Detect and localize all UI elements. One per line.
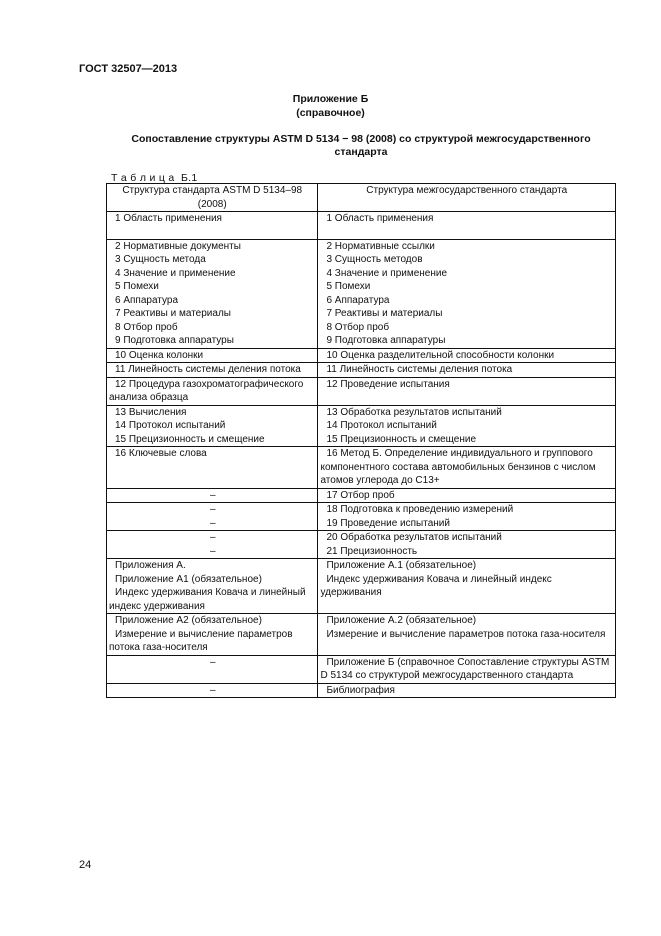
cell-gost bbox=[318, 377, 616, 405]
col-header-astm: Структура стандарта ASTM D 5134–98 (2008) bbox=[107, 184, 318, 212]
table-header-row bbox=[107, 184, 616, 212]
cell-line: 8 Отбор проб bbox=[326, 321, 390, 333]
cell-line: 15 Прецизионность и смещение bbox=[115, 433, 265, 445]
table-row bbox=[107, 488, 616, 503]
cell-line: Приложение А1 (обязательное) bbox=[115, 573, 262, 585]
cell-astm bbox=[107, 348, 318, 363]
table-row bbox=[107, 348, 616, 363]
cell-astm bbox=[107, 405, 318, 447]
cell-line: Приложение А2 (обязательное) bbox=[115, 615, 262, 626]
cell-astm bbox=[107, 503, 318, 531]
cell-gost bbox=[318, 559, 616, 614]
cell-line: 3 Сущность методов bbox=[326, 254, 423, 265]
cell-gost bbox=[318, 212, 616, 240]
comparison-title: Сопоставление структуры ASTM D 5134 − 98 (2008) со структурой межгосударственного стандарта bbox=[131, 133, 591, 158]
cell-gost bbox=[318, 531, 616, 559]
cell-line: – bbox=[209, 489, 216, 501]
cell-line: 19 Проведение испытаний bbox=[326, 517, 450, 529]
cell-gost bbox=[318, 405, 616, 447]
cell-line: 11 Линейность системы деления потока bbox=[326, 364, 513, 375]
cell-line: 4 Значение и применение bbox=[326, 267, 448, 279]
cell-line: – bbox=[209, 545, 216, 557]
cell-line: 4 Значение и применение bbox=[115, 267, 236, 279]
cell-line: 9 Подготовка аппаратуры bbox=[326, 335, 446, 346]
cell-line: 10 Оценка колонки bbox=[115, 349, 204, 361]
cell-line: 7 Реактивы и материалы bbox=[115, 308, 231, 319]
cell-line: 6 Аппаратура bbox=[115, 294, 179, 306]
cell-line: Измерение и вычисление параметров потока газа-носителя bbox=[326, 628, 606, 640]
cell-line: – bbox=[209, 532, 216, 543]
cell-line: – bbox=[209, 504, 216, 515]
cell-line: 5 Помехи bbox=[115, 281, 159, 292]
page-number: 24 bbox=[79, 859, 92, 871]
cell-line: 6 Аппаратура bbox=[326, 294, 390, 306]
cell-astm bbox=[107, 447, 318, 489]
table-row bbox=[107, 614, 616, 656]
cell-line: 1 Область применения bbox=[115, 213, 222, 224]
cell-line: 20 Обработка результатов испытаний bbox=[326, 532, 502, 543]
cell-line: – bbox=[209, 517, 216, 529]
cell-line: 9 Подготовка аппаратуры bbox=[115, 335, 234, 346]
cell-line: 16 Ключевые слова bbox=[115, 448, 207, 459]
table-row bbox=[107, 212, 616, 240]
table-row bbox=[107, 503, 616, 531]
table-row bbox=[107, 531, 616, 559]
cell-gost bbox=[318, 614, 616, 656]
cell-gost bbox=[318, 683, 616, 698]
cell-astm bbox=[107, 683, 318, 698]
cell-line: 12 Процедура газохроматографического анализа образца bbox=[109, 378, 304, 403]
cell-line: 7 Реактивы и материалы bbox=[326, 308, 443, 319]
cell-astm bbox=[107, 655, 318, 683]
cell-astm bbox=[107, 377, 318, 405]
cell-line: – bbox=[209, 684, 216, 696]
annex-title: Приложение Б bbox=[292, 93, 369, 105]
document-code: ГОСТ 32507—2013 bbox=[79, 63, 178, 75]
cell-gost bbox=[318, 348, 616, 363]
table-row bbox=[107, 683, 616, 698]
table-row bbox=[107, 363, 616, 378]
cell-gost bbox=[318, 655, 616, 683]
cell-line: 3 Сущность метода bbox=[115, 254, 206, 265]
cell-line: 13 Обработка результатов испытаний bbox=[326, 406, 502, 418]
cell-gost bbox=[318, 239, 616, 348]
table-row bbox=[107, 559, 616, 614]
annex-subtitle: (справочное) bbox=[296, 107, 365, 119]
cell-astm bbox=[107, 531, 318, 559]
cell-line: – bbox=[209, 656, 216, 668]
cell-line: 2 Нормативные ссылки bbox=[326, 240, 435, 252]
cell-line: Приложение А.2 (обязательное) bbox=[326, 615, 477, 626]
cell-line: 18 Подготовка к проведению измерений bbox=[326, 504, 514, 515]
cell-line: 8 Отбор проб bbox=[115, 321, 178, 333]
cell-line: 13 Вычисления bbox=[115, 406, 187, 418]
cell-line: Индекс удерживания Ковача и линейный индекс удерживания bbox=[109, 587, 306, 612]
table-row bbox=[107, 405, 616, 447]
cell-line: 16 Метод Б. Определение индивидуального и группового компонентного состава автомобильных бензинов с числом атомов углерода до C13+ bbox=[320, 448, 596, 486]
cell-line: 1 Область применения bbox=[326, 213, 434, 224]
cell-line: Измерение и вычисление параметров потока газа-носителя bbox=[109, 628, 293, 653]
cell-line: Индекс удерживания Ковача и линейный индекс удерживания bbox=[320, 573, 552, 598]
col-header-gost: Структура межгосударственного стандарта bbox=[318, 184, 616, 212]
cell-line: Приложение Б (справочное Сопоставление структуры ASTM D 5134 со структурой межгосударственного стандарта bbox=[320, 656, 610, 681]
table-row bbox=[107, 447, 616, 489]
cell-astm bbox=[107, 239, 318, 348]
cell-line: 5 Помехи bbox=[326, 281, 371, 292]
cell-line: 10 Оценка разделительной способности колонки bbox=[326, 349, 555, 361]
cell-line: Библиография bbox=[326, 684, 395, 696]
comparison-table bbox=[106, 183, 616, 698]
cell-astm bbox=[107, 559, 318, 614]
table-row bbox=[107, 239, 616, 348]
cell-gost bbox=[318, 503, 616, 531]
cell-gost bbox=[318, 488, 616, 503]
cell-line: Приложения А. bbox=[115, 560, 186, 571]
table-row bbox=[107, 655, 616, 683]
cell-spacer bbox=[320, 226, 614, 239]
cell-line: 17 Отбор проб bbox=[326, 489, 395, 501]
cell-astm bbox=[107, 488, 318, 503]
cell-astm bbox=[107, 614, 318, 656]
table-caption: Т а б л и ц а Б.1 bbox=[111, 172, 198, 184]
cell-line: 15 Прецизионность и смещение bbox=[326, 433, 477, 445]
cell-line: 12 Проведение испытания bbox=[326, 378, 450, 390]
cell-gost bbox=[318, 363, 616, 378]
cell-line: 11 Линейность системы деления потока bbox=[115, 364, 301, 375]
cell-astm bbox=[107, 212, 318, 240]
cell-gost bbox=[318, 447, 616, 489]
cell-astm bbox=[107, 363, 318, 378]
cell-line: 2 Нормативные документы bbox=[115, 240, 241, 252]
cell-line: Приложение А.1 (обязательное) bbox=[326, 560, 477, 571]
table-row bbox=[107, 377, 616, 405]
cell-line: 21 Прецизионность bbox=[326, 545, 418, 557]
cell-line: 14 Протокол испытаний bbox=[326, 420, 437, 431]
cell-spacer bbox=[109, 226, 316, 239]
table-body bbox=[107, 212, 616, 698]
cell-line: 14 Протокол испытаний bbox=[115, 420, 226, 431]
